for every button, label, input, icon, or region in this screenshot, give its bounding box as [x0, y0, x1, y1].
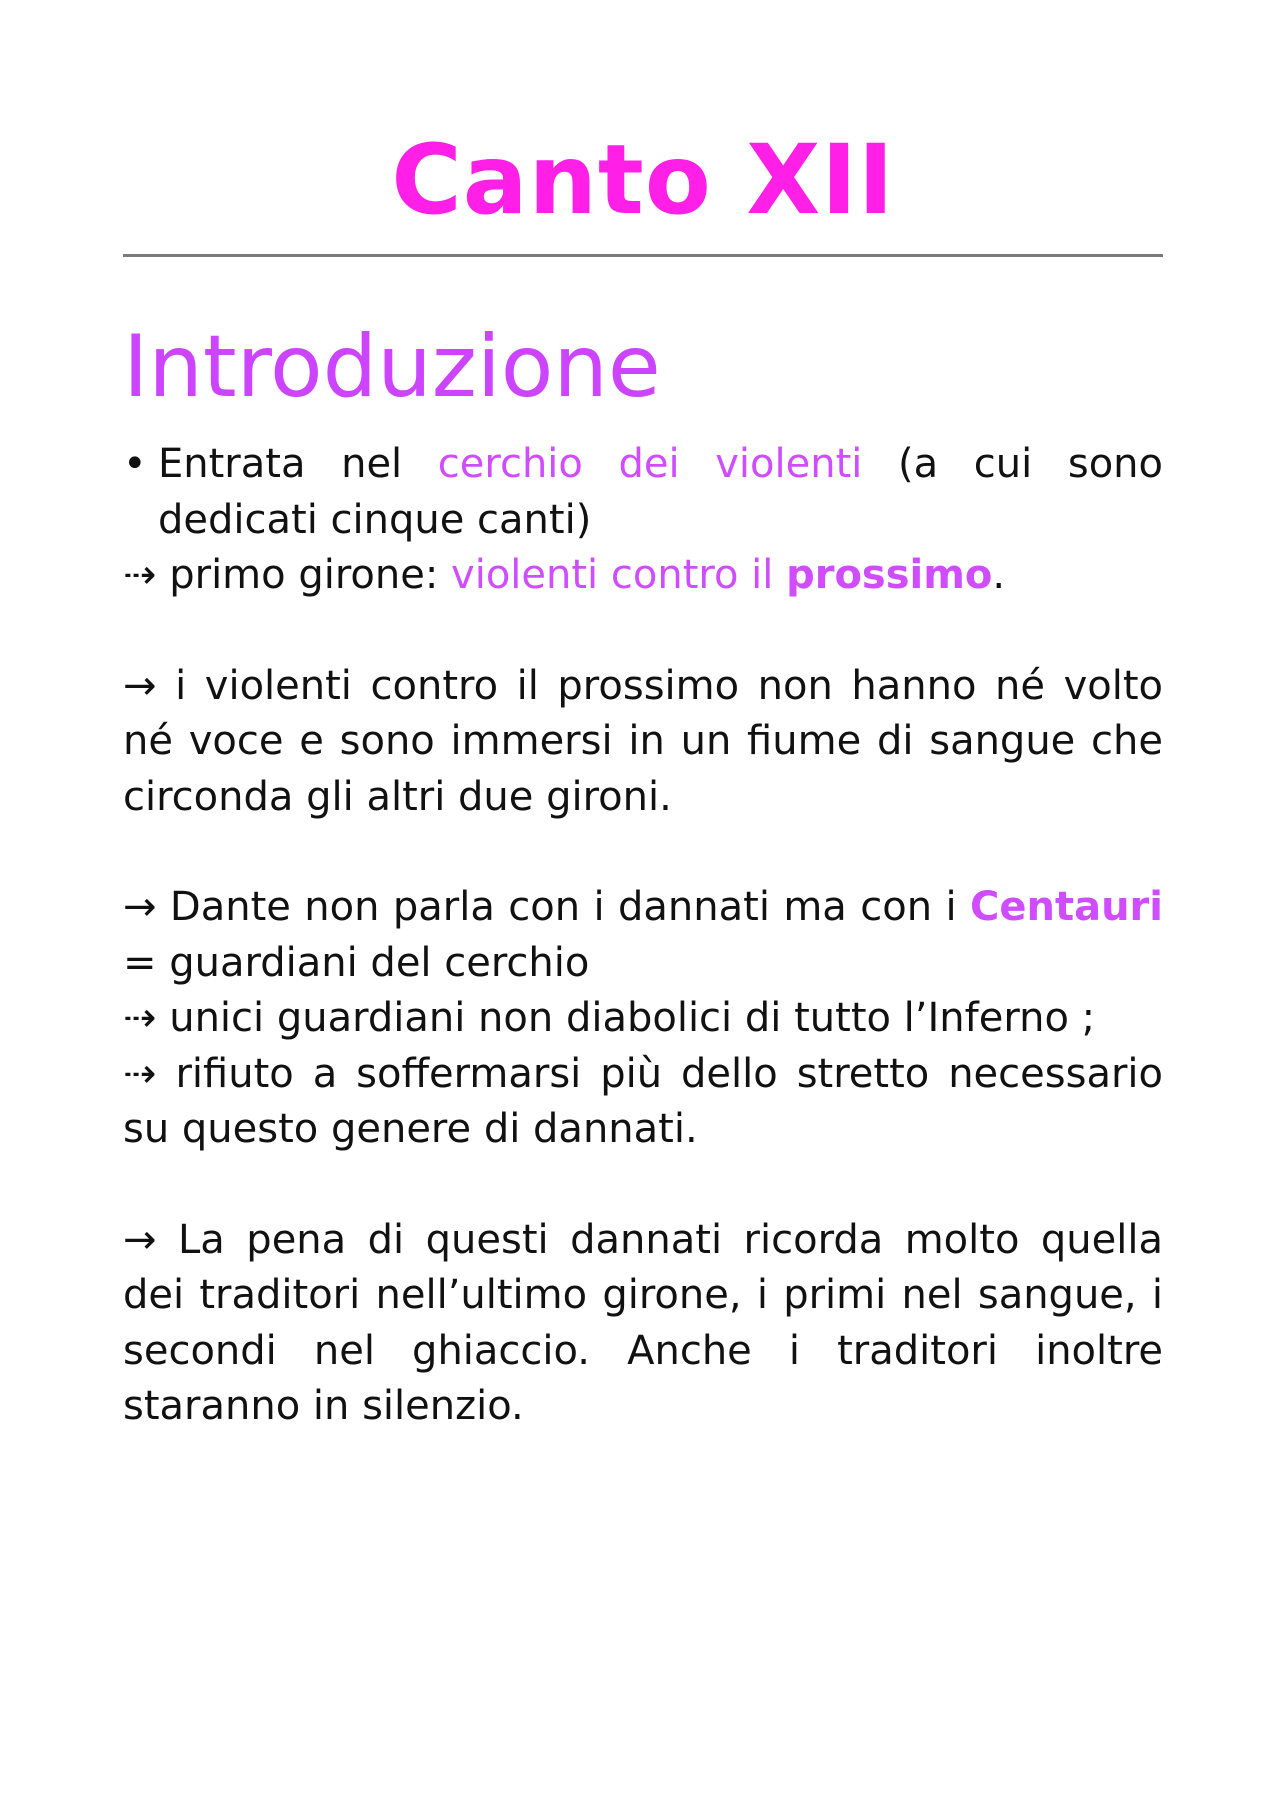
centauri-text-before: → Dante non parla con i dannati ma con i [123, 884, 970, 930]
bullet-item-entrata [123, 437, 1163, 548]
bullet-text-after: (a cui sono dedicati cinque canti) [158, 441, 1164, 543]
highlight-cerchio: cerchio dei violenti [437, 441, 863, 487]
highlight-centauri: Centauri [970, 884, 1163, 930]
girone-line [123, 548, 1163, 604]
paragraph-guardiani: ⇢ unici guardiani non diabolici di tutto l’Inferno ; [123, 995, 1096, 1041]
dashed-arrow-icon: ⇢ [123, 552, 157, 598]
title-divider [123, 254, 1163, 257]
section-heading: Introduzione [123, 317, 661, 417]
paragraph-pena: → La pena di questi dannati ricorda molto quella dei traditori nell’ultimo girone, i primi nel sangue, i secondi nel ghiaccio. Anche i traditori inoltre staranno in silenzio. [123, 1216, 1163, 1429]
bullet-icon: • [123, 441, 147, 487]
highlight-prossimo: prossimo [786, 552, 993, 598]
centauri-text-after: = guardiani del cerchio [123, 939, 590, 986]
girone-text-before: primo girone: [156, 552, 452, 598]
girone-text-after: . [992, 552, 1006, 598]
paragraph-violenti: → i violenti contro il prossimo non hanno né volto né voce e sono immersi in un fiume di sangue che circonda gli altri due gironi. [123, 662, 1163, 820]
paragraph-centauri [123, 880, 1163, 991]
highlight-violenti: violenti contro il [451, 552, 787, 598]
paragraph-rifiuto: ⇢ rifiuto a soffermarsi più dello stretto necessario su questo genere di dannati. [123, 1050, 1163, 1152]
bullet-text-before: Entrata nel [158, 441, 438, 487]
document-page [123, 0, 1163, 1435]
page-title: Canto XII [391, 124, 895, 236]
